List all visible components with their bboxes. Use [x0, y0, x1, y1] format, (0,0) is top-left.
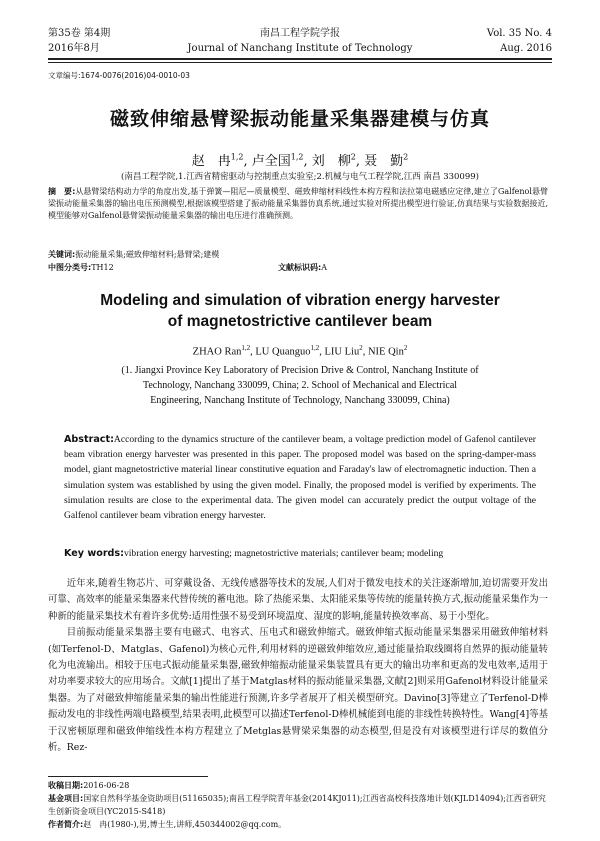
journal-name-cn: 南昌工程学院学报 [260, 28, 340, 39]
author-en: LU Quanguo [255, 346, 311, 358]
keywords-cn [48, 249, 548, 261]
keywords-cn-label: 关键词: [48, 250, 76, 259]
doc-code-label: 文献标识码: [278, 263, 322, 272]
keywords-cn-text: 振动能量采集;磁致伸缩材料;悬臂梁;建模 [75, 250, 220, 259]
footnote-label: 作者简介: [48, 820, 84, 829]
date-en: Aug. 2016 [500, 43, 552, 54]
author-cn: 卢全国 [251, 154, 291, 169]
author-cn: 刘 柳 [311, 154, 351, 169]
body-paragraph: 近年来,随着生物芯片、可穿戴设备、无线传感器等技术的发展,人们对于微发电技术的关注逐渐增加,迫切需要开发出可靠、高效率的能量采集器来代替传统的蓄电池。除了热能采集、太阳能采集等传统的能量转换方式,振动能量采集作为一种新的能量采集技术有着许多优势:适用性强不易受到环境温度、湿度的影响,能量转换效率高、易于小型化。 [48, 578, 548, 622]
author-affil-sup: 1,2 [230, 152, 244, 162]
vol-issue-cn: 第35卷 第4期 [48, 28, 111, 39]
title-en [0, 290, 600, 332]
clc-value: TH12 [91, 263, 114, 272]
header-right [487, 26, 552, 56]
authors-en: ZHAO Ran$^{1,2}$, LU Quanguo$^{1,2}$, LIU Liu$^2$, NIE Qin$^2$ [192, 344, 408, 358]
body-paragraph: 目前振动能量采集器主要有电磁式、电容式、压电式和磁致伸缩式。磁致伸缩式振动能量采集器采用磁致伸缩材料(如Terfenol-D、Matglas、Gafenol)为核心元件,利用材料的逆磁致伸缩效应,通过能量拾取线圈将自然界的振动能量转化为电流输出。相较于压电式振动能量采集器,磁致伸缩振动能量采集装置具有更大的输出功率和更高的发电效率,适用于对功率要求较大的应用场合。文献[1]提出了基于Matglas材料的振动能量采集器,文献[2]则采用Gafenol材料设计能量采集器。为了对磁致伸缩能量采集的输出性能进行预测,许多学者展开了相关模型研究。Davino[3]等建立了Terfenol-D棒振动发电的非线性两端电路模型,结果表明,此模型可以描述Terfenol-D棒机械能到电能的非线性转换特性。Wang[4]等基于汉密顿原理和磁致伸缩线性本构方程建立了Metglas悬臂梁采集器的动态模型,但是没有对该模型进行详尽的数值分析。Rez- [48, 627, 548, 754]
footnote-received [48, 779, 548, 792]
running-header [48, 26, 552, 66]
abstract-cn-text: 从悬臂梁结构动力学的角度出发,基于弹簧—阻尼—质量模型、磁致伸缩材料线性本构方程和法拉第电磁感应定律,建立了Galfenol悬臂梁振动能量采集器的输出电压预测模型,根据该模型搭建了振动能量采集器仿真系统,通过实验对所提出模型进行验证,仿真结果与实验数据接近,模型能够对Galfenol悬臂梁振动能量采集器的输出电压进行准确预测。 [48, 187, 548, 220]
keywords-en [64, 546, 536, 561]
abstract-en [64, 432, 536, 523]
article-number: 文章编号:1674-0076(2016)04-0010-03 [48, 71, 190, 80]
author-affil-sup: 1,2 [310, 344, 320, 352]
affiliation-en-line: (1. Jiangxi Province Key Laboratory of Precision Drive & Control, Nanchang Institute of [121, 365, 479, 376]
title-cn: 磁致伸缩悬臂梁振动能量采集器建模与仿真 [109, 108, 490, 130]
doc-code-value: A [321, 263, 327, 272]
footnote-funding [48, 792, 548, 818]
abstract-en-label: Abstract: [64, 434, 114, 445]
footnote-text: 2016-06-28 [83, 781, 130, 790]
affiliation-en-line: Technology, Nanchang 330099, China; 2. School of Mechanical and Electrical [142, 380, 458, 391]
footnote-text: 国家自然科学基金资助项目(51165035);南昌工程学院青年基金(2014KJ011);江西省高校科技落地计划(KJLD14094);江西省研究生创新资金项目(YC2015-S418) [48, 794, 546, 816]
affiliation-en [90, 363, 510, 408]
footnotes [48, 779, 548, 831]
author-affil-sup: 1,2 [290, 152, 304, 162]
abstract-cn [48, 186, 548, 222]
abstract-cn-label: 摘 要: [48, 187, 76, 196]
footnote-rule [48, 776, 208, 777]
journal-name-en: Journal of Nanchang Institute of Technology [187, 43, 413, 54]
doc-code [278, 262, 327, 274]
author-cn: 聂 勤 [364, 154, 404, 169]
authors-cn: 赵 冉$^{1,2}$, 卢全国$^{1,2}$, 刘 柳$^2$, 聂 勤$^2$ [191, 152, 409, 169]
author-affil-sup: 2 [403, 152, 409, 162]
author-en: NIE Qin [367, 346, 404, 358]
keywords-en-label: Key words: [64, 548, 124, 559]
author-affil-sup: 2 [350, 152, 356, 162]
keywords-en-text: vibration energy harvesting; magnetostrictive materials; cantilever beam; modeling [123, 548, 444, 559]
author-affil-sup: 1,2 [241, 344, 251, 352]
title-en-line: of magnetostrictive cantilever beam [167, 313, 433, 330]
author-en: LIU Liu [324, 346, 360, 358]
clc-label: 中图分类号: [48, 263, 92, 272]
footnote-author [48, 818, 548, 831]
author-affil-sup: 2 [403, 344, 408, 352]
date-cn: 2016年8月 [48, 43, 100, 54]
header-rule-thick [48, 58, 552, 60]
vol-issue-en: Vol. 35 No. 4 [486, 28, 552, 39]
author-affil-sup: 2 [359, 344, 363, 352]
header-center [48, 26, 552, 56]
author-en: ZHAO Ran [192, 346, 242, 358]
classification-line [48, 262, 548, 274]
footnote-label: 收稿日期: [48, 781, 84, 790]
body-text [48, 576, 548, 756]
title-en-line: Modeling and simulation of vibration energy harvester [100, 292, 500, 309]
author-cn: 赵 冉 [191, 154, 231, 169]
affiliation-en-line: Engineering, Nanchang Institute of Technology, Nanchang 330099, China) [150, 395, 450, 406]
footnote-label: 基金项目: [48, 794, 84, 803]
footnote-text: 赵 冉(1980-),男,博士生,讲师,450344002@qq.com。 [83, 820, 287, 829]
header-rule-thin [48, 62, 552, 63]
affiliation-cn: (南昌工程学院,1.江西省精密驱动与控制重点实验室;2.机械与电气工程学院,江西 南昌 330099) [121, 172, 479, 182]
abstract-en-text: According to the dynamics structure of the cantilever beam, a voltage prediction model of Gafenol cantilever beam vibration energy harvester was presented in this paper. The proposed model was based on the spring-damper-mass model, giant magnetostrictive material linear constitutive equation and Faraday's law of electromagnetic induction. Then a simulation system was established by using the given model. Finally, the proposed model is verified by experiments. The simulation results are close to the experimental data. The given model can accurately predict the output voltage of the Galfenol cantilever beam vibration energy harvester. [64, 434, 536, 522]
